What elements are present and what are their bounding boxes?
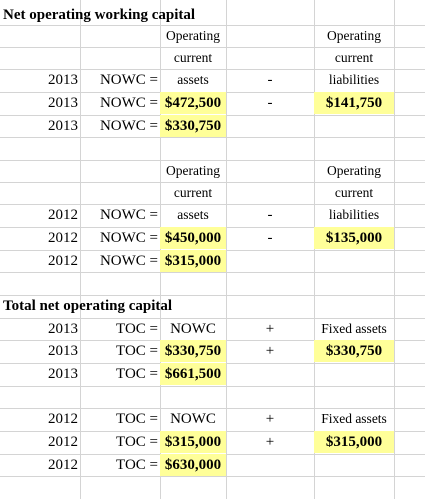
header-op-current-assets-line1: Operating	[166, 163, 220, 178]
operator-plus: +	[265, 411, 275, 427]
formula-label: NOWC =	[99, 118, 158, 134]
year-cell: 2012	[48, 230, 78, 246]
gridline	[0, 476, 425, 477]
formula-label: TOC =	[116, 343, 158, 359]
header-op-current-liab-line1: Operating	[327, 28, 381, 43]
formula-label: NOWC =	[99, 253, 158, 269]
value-cell-highlighted[interactable]: $330,750	[314, 340, 394, 362]
value-cell-highlighted[interactable]: $472,500	[160, 92, 226, 114]
year-cell: 2013	[48, 72, 78, 88]
value-cell-highlighted[interactable]: $141,750	[314, 92, 394, 114]
formula-label: TOC =	[116, 457, 158, 473]
operator-plus: +	[265, 434, 275, 450]
result-cell-highlighted[interactable]: $630,000	[160, 454, 226, 476]
gridline	[0, 386, 425, 387]
year-cell: 2012	[48, 207, 78, 223]
formula-label: NOWC =	[99, 207, 158, 223]
year-cell: 2013	[48, 321, 78, 337]
gridline	[0, 137, 425, 138]
operator-minus: -	[267, 72, 273, 88]
header-fixed-assets: Fixed assets	[321, 411, 387, 426]
header-op-current-liab-line3: liabilities	[328, 207, 380, 222]
year-cell: 2012	[48, 411, 78, 427]
result-cell-highlighted[interactable]: $661,500	[160, 363, 226, 385]
section-title-toc: Total net operating capital	[3, 298, 173, 314]
year-cell: 2013	[48, 95, 78, 111]
year-cell: 2013	[48, 118, 78, 134]
year-cell: 2012	[48, 457, 78, 473]
value-cell-highlighted[interactable]: $315,000	[160, 431, 226, 453]
result-cell-highlighted[interactable]: $315,000	[160, 250, 226, 272]
value-cell-highlighted[interactable]: $315,000	[314, 431, 394, 453]
header-op-current-assets-line2: current	[173, 185, 213, 200]
year-cell: 2012	[48, 434, 78, 450]
header-nowc: NOWC	[170, 411, 216, 427]
formula-label: TOC =	[116, 366, 158, 382]
section-title-nowc: Net operating working capital	[3, 7, 196, 23]
header-nowc: NOWC	[170, 321, 216, 337]
gridline	[0, 272, 425, 273]
header-op-current-liab-line1: Operating	[327, 163, 381, 178]
formula-label: NOWC =	[99, 95, 158, 111]
formula-label: TOC =	[116, 411, 158, 427]
result-cell-highlighted[interactable]: $330,750	[160, 115, 226, 137]
value-cell-highlighted[interactable]: $135,000	[314, 227, 394, 249]
header-op-current-assets-line3: assets	[177, 207, 209, 222]
year-cell: 2013	[48, 343, 78, 359]
value-cell-highlighted[interactable]: $330,750	[160, 340, 226, 362]
formula-label: NOWC =	[99, 72, 158, 88]
header-op-current-liab-line3: liabilities	[328, 72, 380, 87]
header-fixed-assets: Fixed assets	[321, 321, 387, 336]
value-cell-highlighted[interactable]: $450,000	[160, 227, 226, 249]
operator-minus: -	[267, 230, 273, 246]
operator-minus: -	[267, 95, 273, 111]
year-cell: 2012	[48, 253, 78, 269]
operator-minus: -	[267, 207, 273, 223]
year-cell: 2013	[48, 366, 78, 382]
operator-plus: +	[265, 343, 275, 359]
header-op-current-assets-line1: Operating	[166, 28, 220, 43]
formula-label: TOC =	[116, 434, 158, 450]
formula-label: TOC =	[116, 321, 158, 337]
header-op-current-assets-line3: assets	[177, 72, 209, 87]
header-op-current-assets-line2: current	[173, 50, 213, 65]
operator-plus: +	[265, 321, 275, 337]
header-op-current-liab-line2: current	[334, 50, 374, 65]
header-op-current-liab-line2: current	[334, 185, 374, 200]
formula-label: NOWC =	[99, 230, 158, 246]
